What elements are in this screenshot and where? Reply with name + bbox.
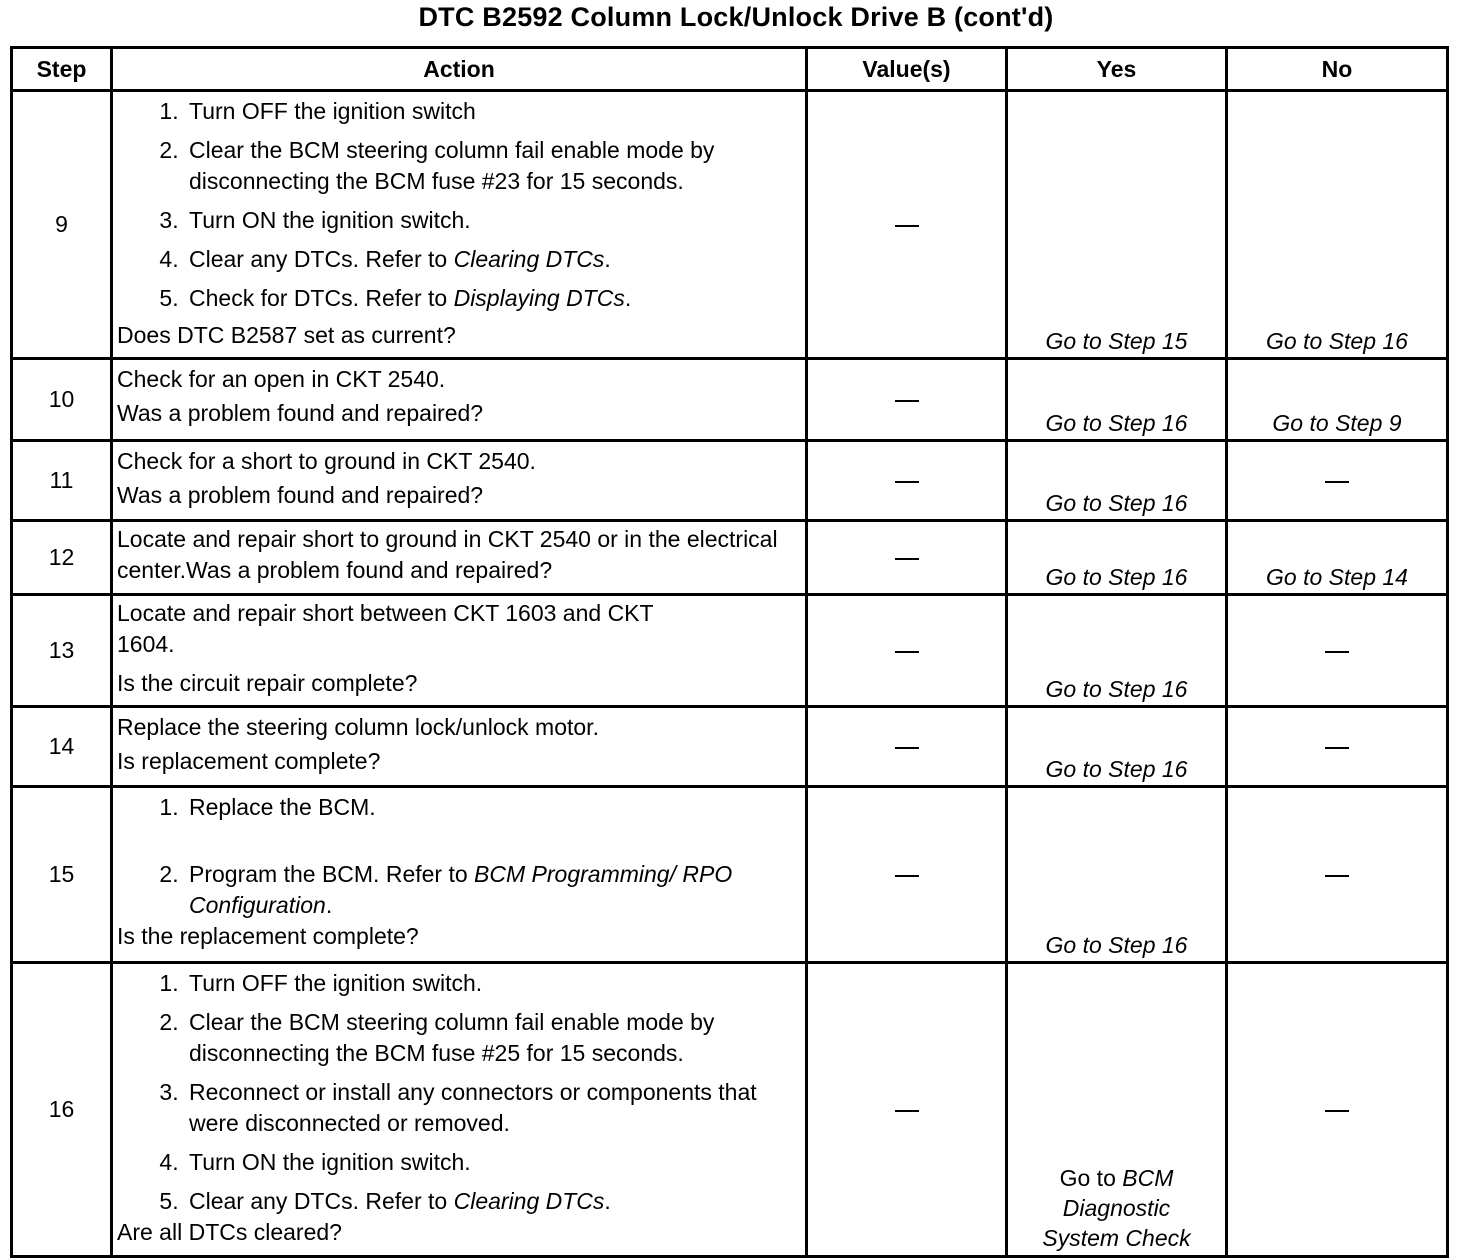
no-cell: Go to Step 9 (1227, 359, 1448, 441)
value-cell (807, 521, 1007, 595)
action-text: Check for a short to ground in CKT 2540. (117, 448, 536, 474)
header-row (12, 48, 1448, 91)
action-text: Replace the steering column lock/unlock motor. (117, 714, 599, 740)
value-cell (807, 441, 1007, 521)
no-cell: Go to Step 16 (1227, 91, 1448, 359)
action-question: Was a problem found and repaired? (117, 400, 484, 426)
value-cell (807, 963, 1007, 1257)
action-cell (112, 707, 807, 787)
dash-mark (895, 225, 919, 227)
yes-cell: Go to Step 16 (1007, 521, 1227, 595)
list-item: 1. Turn OFF the ignition switch. (185, 968, 801, 999)
list-item: 3. Turn ON the ignition switch. (185, 205, 801, 236)
table-row (12, 521, 1448, 595)
list-item: 1. Replace the BCM. (185, 792, 801, 823)
list-item: 5. Clear any DTCs. Refer to Clearing DTCs. (185, 1186, 801, 1217)
action-list (117, 96, 801, 314)
list-item: 2. Program the BCM. Refer to BCM Programming/ RPO Configuration. (185, 859, 749, 921)
header-no: No (1227, 48, 1448, 91)
table-row (12, 441, 1448, 521)
list-item: 5. Check for DTCs. Refer to Displaying DTCs. (185, 283, 801, 314)
step-number: 12 (12, 521, 112, 595)
dash-mark (1325, 481, 1349, 483)
action-cell (112, 359, 807, 441)
list-item: 4. Clear any DTCs. Refer to Clearing DTCs. (185, 244, 801, 275)
header-action: Action (112, 48, 807, 91)
action-text: Check for an open in CKT 2540. (117, 366, 446, 392)
step-number: 13 (12, 595, 112, 707)
header-values: Value(s) (807, 48, 1007, 91)
yes-cell: Go to Step 16 (1007, 595, 1227, 707)
no-cell (1227, 441, 1448, 521)
value-cell (807, 707, 1007, 787)
diagnostic-table (10, 46, 1449, 1258)
dash-mark (1325, 747, 1349, 749)
step-number: 16 (12, 963, 112, 1257)
action-text: Locate and repair short to ground in CKT 2540 or in the electrical center.Was a problem found and repaired? (117, 526, 778, 583)
list-item: 2. Clear the BCM steering column fail enable mode by disconnecting the BCM fuse #23 for 15 seconds. (185, 135, 801, 197)
list-item: 4. Turn ON the ignition switch. (185, 1147, 801, 1178)
dash-mark (895, 875, 919, 877)
value-cell (807, 787, 1007, 963)
yes-cell (1007, 963, 1227, 1257)
action-text: Locate and repair short between CKT 1603 and CKT 1604. (117, 600, 654, 657)
table-row (12, 963, 1448, 1257)
dash-mark (895, 558, 919, 560)
dash-mark (895, 400, 919, 402)
yes-cell: Go to Step 16 (1007, 441, 1227, 521)
no-cell (1227, 787, 1448, 963)
step-number: 15 (12, 787, 112, 963)
action-cell (112, 787, 807, 963)
step-number: 10 (12, 359, 112, 441)
dash-mark (895, 1110, 919, 1112)
action-cell (112, 521, 807, 595)
action-question: Are all DTCs cleared? (117, 1219, 342, 1245)
yes-cell: Go to Step 16 (1007, 787, 1227, 963)
yes-cell: Go to Step 16 (1007, 707, 1227, 787)
no-cell: Go to Step 14 (1227, 521, 1448, 595)
list-item: 1. Turn OFF the ignition switch (185, 96, 801, 127)
no-cell (1227, 707, 1448, 787)
action-question: Does DTC B2587 set as current? (117, 322, 456, 348)
yes-cell: Go to Step 15 (1007, 91, 1227, 359)
action-question: Is replacement complete? (117, 748, 381, 774)
action-cell (112, 595, 807, 707)
action-list (117, 968, 801, 1217)
action-question: Was a problem found and repaired? (117, 482, 484, 508)
value-cell (807, 91, 1007, 359)
header-step: Step (12, 48, 112, 91)
page-title: DTC B2592 Column Lock/Unlock Drive B (cont'd) (418, 2, 1054, 32)
yes-link-text: Go to BCM Diagnostic System Check (1042, 1165, 1191, 1251)
dash-mark (1325, 875, 1349, 877)
step-number: 11 (12, 441, 112, 521)
dash-mark (895, 481, 919, 483)
dash-mark (895, 747, 919, 749)
action-cell (112, 441, 807, 521)
action-list (117, 792, 801, 921)
action-question: Is the replacement complete? (117, 923, 419, 949)
no-cell (1227, 963, 1448, 1257)
action-cell (112, 963, 807, 1257)
action-cell (112, 91, 807, 359)
no-cell (1227, 595, 1448, 707)
table-row (12, 91, 1448, 359)
list-item: 3. Reconnect or install any connectors or components that were disconnected or removed. (185, 1077, 789, 1139)
value-cell (807, 359, 1007, 441)
table-row (12, 359, 1448, 441)
step-number: 14 (12, 707, 112, 787)
action-question: Is the circuit repair complete? (117, 670, 418, 696)
dash-mark (1325, 651, 1349, 653)
list-item: 2. Clear the BCM steering column fail enable mode by disconnecting the BCM fuse #25 for 15 seconds. (185, 1007, 801, 1069)
table-row (12, 707, 1448, 787)
step-number: 9 (12, 91, 112, 359)
header-yes: Yes (1007, 48, 1227, 91)
dash-mark (895, 651, 919, 653)
table-row (12, 787, 1448, 963)
value-cell (807, 595, 1007, 707)
yes-cell: Go to Step 16 (1007, 359, 1227, 441)
table-row (12, 595, 1448, 707)
dash-mark (1325, 1110, 1349, 1112)
